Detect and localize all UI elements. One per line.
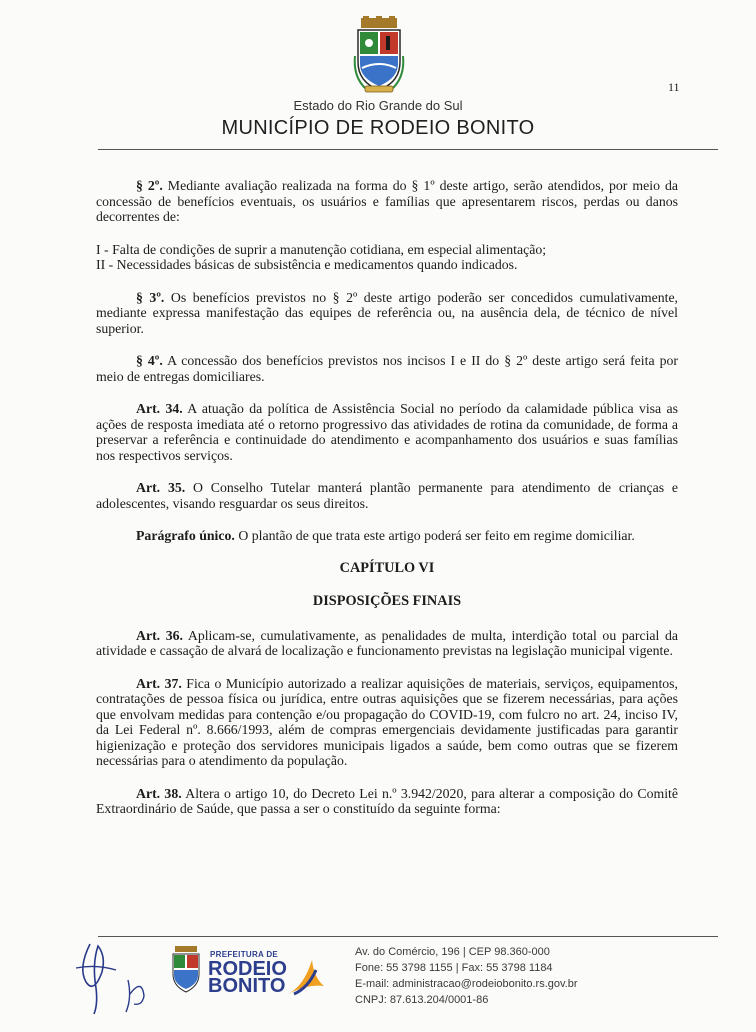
article-text: Altera o artigo 10, do Decreto Lei n.º 3.942/2020, para alterar a composição do Comitê Extraordinário de Saúde, que passa a ser o constituído da seguinte forma: bbox=[96, 785, 679, 816]
email-line: E-mail: administracao@rodeiobonito.rs.gov.br bbox=[355, 978, 578, 990]
article-36 bbox=[96, 628, 678, 659]
list-item: II - Necessidades básicas de subsistência e medicamentos quando indicados. bbox=[96, 257, 518, 272]
chapter-heading: CAPÍTULO VI bbox=[339, 559, 435, 576]
document-body bbox=[96, 178, 678, 834]
header-divider bbox=[98, 149, 718, 150]
prefeitura-logo bbox=[170, 946, 330, 998]
article-38 bbox=[96, 786, 678, 817]
page-number: 11 bbox=[668, 80, 680, 94]
article-label: Art. 36. bbox=[136, 627, 183, 643]
phone-line: Fone: 55 3798 1155 | Fax: 55 3798 1184 bbox=[355, 962, 553, 974]
paragraph-label: § 2º. bbox=[136, 178, 163, 193]
paragraph-3 bbox=[96, 290, 678, 337]
logo-swoosh-icon bbox=[286, 956, 326, 996]
logo-line-1: RODEIO bbox=[208, 958, 287, 980]
paragraph-2 bbox=[96, 178, 678, 225]
contact-block bbox=[355, 944, 578, 1008]
municipality-title: MUNICÍPIO DE RODEIO BONITO bbox=[221, 117, 535, 139]
logo-line-2: BONITO bbox=[208, 975, 286, 997]
article-text: Aplicam-se, cumulativamente, as penalidades de multa, interdição total ou parcial da atividade e cassação de alvará de localização e funcionamento previstas na legislação municipal vigente. bbox=[96, 627, 678, 658]
paragraph-text: Mediante avaliação realizada na forma do § 1º deste artigo, serão atendidos, por meio da concessão de benefícios eventuais, os usuários e famílias que apresentarem riscos, perdas ou danos decorrentes de: bbox=[96, 178, 679, 224]
single-paragraph bbox=[96, 528, 678, 544]
article-34 bbox=[96, 401, 678, 463]
logo-prefix: PREFEITURA DE bbox=[210, 950, 279, 959]
paragraph-label: Parágrafo único. bbox=[136, 528, 235, 543]
article-text: A atuação da política de Assistência Social no período da calamidade pública visa as ações de resposta imediata até o retorno progressivo das atividades de rotina da comunidade, de forma a preservar a referência e continuidade do atendimento e acompanhamento dos usuários e suas famílias nos respectivos serviços. bbox=[96, 401, 679, 463]
paragraph-label: § 3º. bbox=[136, 289, 165, 305]
cnpj-line: CNPJ: 87.613.204/0001-86 bbox=[355, 994, 489, 1006]
article-text: O Conselho Tutelar manterá plantão permanente para atendimento de crianças e adolescentes, visando resguardar os seus direitos. bbox=[96, 480, 679, 511]
chapter-title: DISPOSIÇÕES FINAIS bbox=[312, 593, 462, 609]
article-37 bbox=[96, 676, 678, 769]
article-label: Art. 38. bbox=[136, 785, 182, 801]
article-35 bbox=[96, 480, 678, 511]
paragraph-text: Os benefícios previstos no § 2º deste artigo poderão ser concedidos cumulativamente, mediante expressa manifestação das equipes de referência ou, na ausência dela, de técnico de nível superior. bbox=[96, 289, 679, 336]
coat-of-arms-icon bbox=[353, 16, 405, 96]
paragraph-4 bbox=[96, 353, 678, 384]
paragraph-text: A concessão dos benefícios previstos nos incisos I e II do § 2º deste artigo será feita por meio de entregas domiciliares. bbox=[96, 353, 678, 384]
article-label: Art. 34. bbox=[136, 401, 183, 416]
paragraph-label: § 4º. bbox=[136, 353, 163, 368]
list-item: I - Falta de condições de suprir a manutenção cotidiana, em especial alimentação; bbox=[96, 241, 547, 257]
address-line: Av. do Comércio, 196 | CEP 98.360-000 bbox=[355, 946, 550, 958]
article-text: Fica o Município autorizado a realizar aquisições de materiais, serviços, equipamentos, contratações de pessoa física ou jurídica, entre outras aquisições que se fizerem necessárias, para ações que envolvam medidas para contenção e/ou propagação do COVID-19, com fulcro no art. 24, inciso IV, da Lei Federal nº. 8.666/1993, além de compras emergenciais devidamente justificadas para garantir higienização e proteção dos servidores municipais ligados a saúde, bem como outras que se fizerem necessárias para o atendimento da população. bbox=[96, 675, 678, 768]
footer-divider bbox=[98, 936, 718, 937]
article-label: Art. 37. bbox=[136, 675, 182, 691]
paragraph-text: O plantão de que trata este artigo poderá ser feito em regime domiciliar. bbox=[234, 528, 635, 543]
state-name: Estado do Rio Grande do Sul bbox=[293, 98, 463, 113]
article-label: Art. 35. bbox=[136, 480, 186, 495]
coat-of-arms-icon bbox=[170, 946, 202, 996]
signature-mark bbox=[72, 938, 162, 1016]
